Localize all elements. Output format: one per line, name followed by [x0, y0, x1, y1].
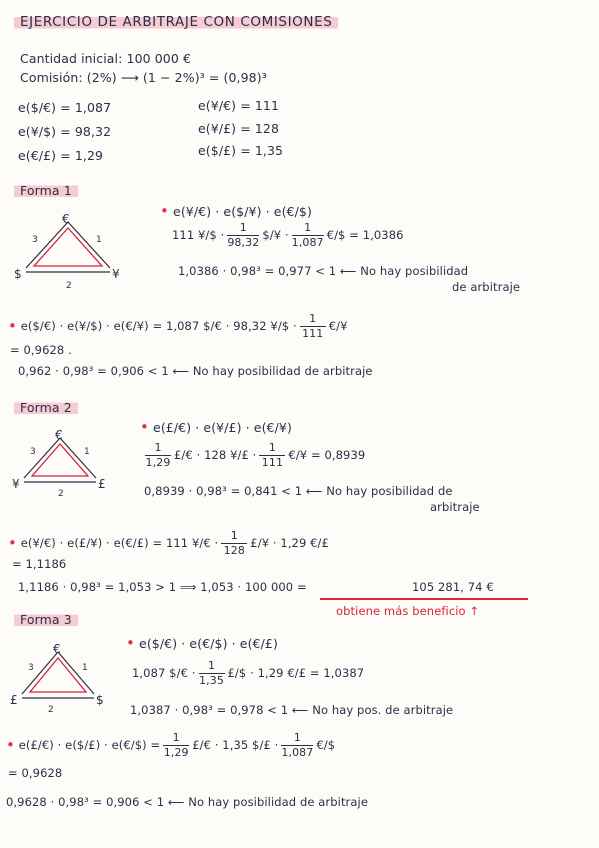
forma3-a-product: • e($/€) · e(€/$) · e(€/£): [126, 634, 278, 652]
forma3-a-frac: $\frac{1}{1,35}$: [199, 659, 224, 687]
forma3-b-frac2: $\frac{1}{1,087}$: [281, 731, 314, 759]
forma2-node-left: ¥: [12, 477, 20, 491]
forma2-edge-2: 2: [58, 489, 64, 498]
forma2-b-frac: $\frac{1}{128}$: [221, 530, 247, 557]
rate-right-3: e($/£) = 1,35: [198, 143, 284, 158]
forma3-b-frac1: $\frac{1}{1,29}$: [163, 731, 189, 759]
forma2-node-right: £: [98, 477, 106, 491]
page-title: EJERCICIO DE ARBITRAJE CON COMISIONES: [14, 14, 338, 30]
forma1-node-left: $: [14, 267, 22, 281]
rate-left-3: e(€/£) = 1,29: [18, 148, 104, 163]
rate-left-1: e($/€) = 1,087: [18, 100, 112, 115]
forma2-b-calc: • e(¥/€) · e(£/¥) · e(€/£) = 111 ¥/€ · $\frac{1}{128}$ £/¥ · 1,29 €/£: [8, 529, 329, 557]
forma3-node-left: £: [10, 693, 18, 707]
forma2-a-check: 0,8939 · 0,98³ = 0,841 < 1 ⟵ No hay posibilidad de: [144, 484, 453, 498]
forma3-b-check: 0,9628 · 0,98³ = 0,906 < 1 ⟵ No hay posibilidad de arbitraje: [6, 795, 369, 809]
forma1-edge-1: 1: [96, 235, 102, 245]
forma3-a-calc: 1,087 $/€ · $\frac{1}{1,35}$ £/$ · 1,29 €/£ = 1,0387: [132, 659, 365, 687]
forma3-edge-3: 3: [28, 663, 34, 673]
forma1-heading: Forma 1: [14, 183, 78, 198]
forma1-a-frac2: $\frac{1}{1,087}$: [291, 221, 324, 249]
forma2-a-product: • e(£/€) · e(¥/£) · e(€/¥): [140, 418, 292, 436]
forma3-heading: Forma 3: [14, 612, 78, 627]
rate-right-1: e(¥/€) = 111: [198, 98, 280, 113]
forma1-b-equals: = 0,9628 .: [10, 343, 72, 357]
forma3-node-right: $: [96, 693, 104, 707]
forma2-b-equals: = 1,1186: [12, 557, 67, 571]
forma2-edge-1: 1: [84, 447, 90, 457]
rate-right-2: e(¥/£) = 128: [198, 121, 280, 136]
initial-amount: Cantidad inicial: 100 000 €: [20, 51, 192, 66]
forma1-node-top: €: [62, 212, 70, 226]
forma1-a-product: • e(¥/€) · e($/¥) · e(€/$): [160, 202, 312, 220]
commission-line: Comisión: (2%) ⟶ (1 − 2%)³ = (0,98)³: [20, 70, 267, 85]
forma3-triangle-diagram: [8, 642, 108, 714]
forma2-a-calc: $\frac{1}{1,29}$ £/€ · 128 ¥/£ · $\frac{1}{111}$ €/¥ = 0,8939: [145, 441, 366, 469]
forma2-b-result: 105 281, 74 €: [412, 580, 494, 594]
forma2-a-frac1: $\frac{1}{1,29}$: [145, 441, 171, 469]
forma2-result-underline: [320, 598, 528, 600]
forma2-edge-3: 3: [30, 447, 36, 457]
forma2-a-check-2: arbitraje: [430, 500, 480, 514]
forma3-edge-2: 2: [48, 705, 54, 714]
forma2-a-frac2: $\frac{1}{111}$: [259, 442, 285, 469]
forma1-edge-3: 3: [32, 235, 38, 245]
forma1-a-frac1: $\frac{1}{98,32}$: [227, 221, 260, 249]
forma2-heading: Forma 2: [14, 400, 78, 415]
forma3-a-check: 1,0387 · 0,98³ = 0,978 < 1 ⟵ No hay pos. de arbitraje: [130, 703, 454, 717]
forma3-b-equals: = 0,9628: [8, 766, 63, 780]
forma1-a-check: 1,0386 · 0,98³ = 0,977 < 1 ⟵ No hay posibilidad: [178, 264, 469, 278]
forma2-node-top: €: [55, 428, 63, 442]
forma2-b-check: 1,1186 · 0,98³ = 1,053 > 1 ⟹ 1,053 · 100 000 =: [18, 580, 307, 594]
forma3-node-top: €: [53, 642, 61, 656]
forma1-edge-2: 2: [66, 281, 72, 291]
forma1-node-right: ¥: [112, 267, 120, 281]
forma2-triangle-diagram: [10, 428, 110, 498]
forma1-triangle-diagram: [10, 212, 130, 292]
rate-left-2: e(¥/$) = 98,32: [18, 124, 112, 139]
forma3-b-calc: • e(£/€) · e($/£) · e(€/$) = $\frac{1}{1,29}$ £/€ · 1,35 $/£ · $\frac{1}{1,087}$ €/$: [6, 731, 336, 759]
forma1-b-calc: • e($/€) · e(¥/$) · e(€/¥) = 1,087 $/€ · 98,32 ¥/$ · $\frac{1}{111}$ €/¥: [8, 312, 348, 340]
forma1-a-check-2: de arbitraje: [452, 280, 521, 294]
forma2-b-note: obtiene más beneficio ↑: [336, 604, 480, 618]
forma1-b-frac: $\frac{1}{111}$: [300, 313, 326, 340]
forma1-b-check: 0,962 · 0,98³ = 0,906 < 1 ⟵ No hay posibilidad de arbitraje: [18, 364, 373, 378]
forma3-edge-1: 1: [82, 663, 88, 673]
forma1-a-calc: 111 ¥/$ · $\frac{1}{98,32}$ $/¥ · $\frac{1}{1,087}$ €/$ = 1,0386: [172, 221, 404, 249]
